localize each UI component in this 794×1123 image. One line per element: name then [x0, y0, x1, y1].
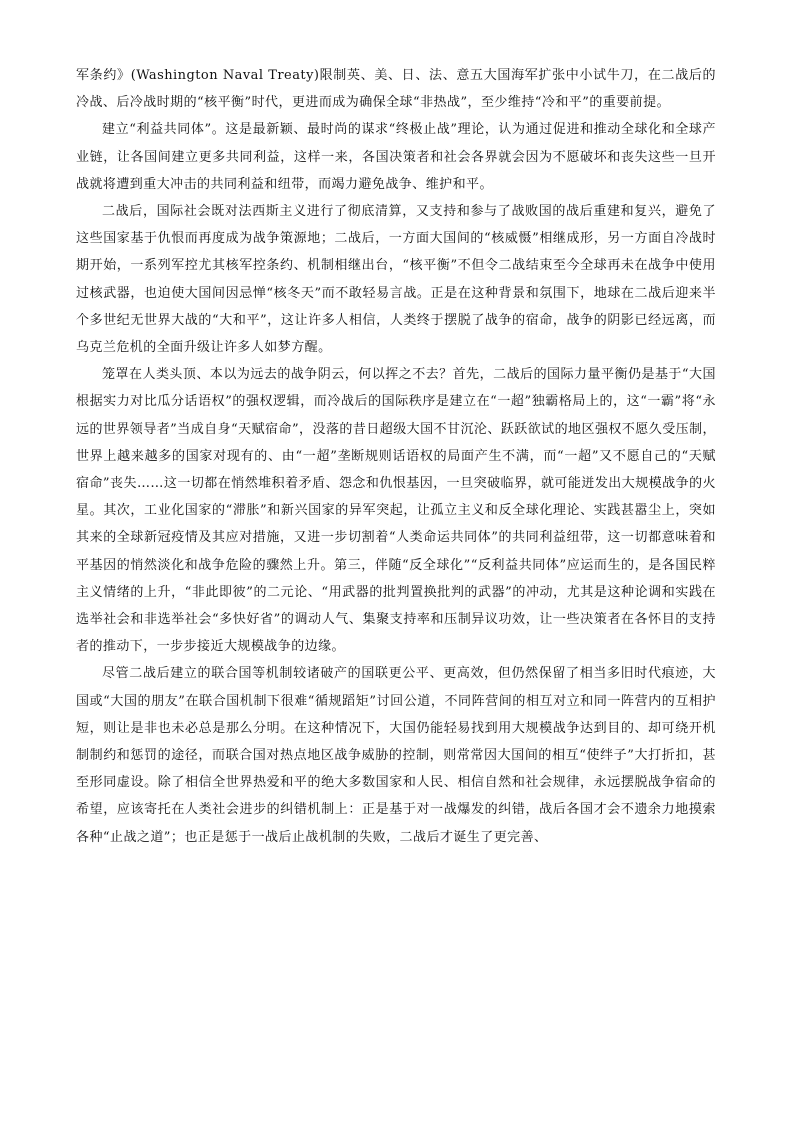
- paragraph-war-clouds: 笼罩在人类头顶、本以为远去的战争阴云，何以挥之不去？首先，二战后的国际力量平衡仍是基于“大国根据实力对比瓜分话语权”的强权逻辑，而冷战后的国际秩序是建立在“一超”独霸格局上的，这“一霸”将“永远的世界领导者”当成自身“天赋宿命”，没落的昔日超级大国不甘沉沦、跃跃欲试的地区强权不愿久受压制，世界上越来越多的国家对现有的、由“一超”垄断规则话语权的局面产生不满，而“一超”又不愿自己的“天赋宿命”丧失……这一切都在悄然堆积着矛盾、怨念和仇恨基因，一旦突破临界，就可能迸发出大规模战争的火星。其次，工业化国家的“滞胀”和新兴国家的异军突起，让孤立主义和反全球化理论、实践甚嚣尘上，突如其来的全球新冠疫情及其应对措施，又进一步切割着“人类命运共同体”的共同利益纽带，这一切都意味着和平基因的悄然淡化和战争危险的骤然上升。第三，伴随“反全球化”“反利益共同体”应运而生的，是各国民粹主义情绪的上升，“非此即彼”的二元论、“用武器的批判置换批判的武器”的冲动，尤其是这种论调和实践在选举社会和非选举社会“多快好省”的调动人气、集聚支持率和压制异议功效，让一些决策者在各怀目的支持者的推动下，一步步接近大规模战争的边缘。: [76, 367, 716, 655]
- document-body: [76, 62, 716, 851]
- paragraph-washington-treaty: 军条约》(Washington Naval Treaty)限制英、美、日、法、意五大国海军扩张中小试牛刀，在二战后的冷战、后冷战时期的“核平衡”时代，更进而成为确保全球“非热战”，至少维持“冷和平”的重要前提。: [76, 68, 716, 111]
- paragraph-postwar-peace: 二战后，国际社会既对法西斯主义进行了彻底清算，又支持和参与了战败国的战后重建和复兴，避免了这些国家基于仇恨而再度成为战争策源地；二战后，一方面大国间的“核威慑”相继成形，另一方面自冷战时期开始，一系列军控尤其核军控条约、机制相继出台，“核平衡”不但令二战结束至今全球再未在战争中使用过核武器，也迫使大国间因忌惮“核冬天”而不敢轻易言战。正是在这种背景和氛围下，地球在二战后迎来半个多世纪无世界大战的“大和平”，这让许多人相信，人类终于摆脱了战争的宿命，战争的阴影已经远离，而乌克兰危机的全面升级让许多人如梦方醒。: [76, 204, 716, 356]
- paragraph-un-mechanism: 尽管二战后建立的联合国等机制较诸破产的国联更公平、更高效，但仍然保留了相当多旧时代痕迹，大国或“大国的朋友”在联合国机制下很难“循规蹈矩”讨回公道，不同阵营间的相互对立和同一阵营内的互相护短，则让是非也未必总是那么分明。在这种情况下，大国仍能轻易找到用大规模战争达到目的、却可绕开机制制约和惩罚的途径，而联合国对热点地区战争威胁的控制，则常常因大国间的相互“使绊子”大打折扣，甚至形同虚设。除了相信全世界热爱和平的绝大多数国家和人民、相信自然和社会规律，永远摆脱战争宿命的希望，应该寄托在人类社会进步的纠错机制上：正是基于对一战爆发的纠错，战后各国才会不遗余力地摸索各种“止战之道”；也正是惩于一战后止战机制的失败，二战后才诞生了更完善、: [76, 666, 716, 845]
- paragraph-interest-community: 建立“利益共同体”。这是最新颖、最时尚的谋求“终极止战”理论，认为通过促进和推动全球化和全球产业链，让各国间建立更多共同利益，这样一来，各国决策者和社会各界就会因为不愿破坏和丧失这些一旦开战就将遭到重大冲击的共同利益和纽带，而竭力避免战争、维护和平。: [76, 122, 716, 192]
